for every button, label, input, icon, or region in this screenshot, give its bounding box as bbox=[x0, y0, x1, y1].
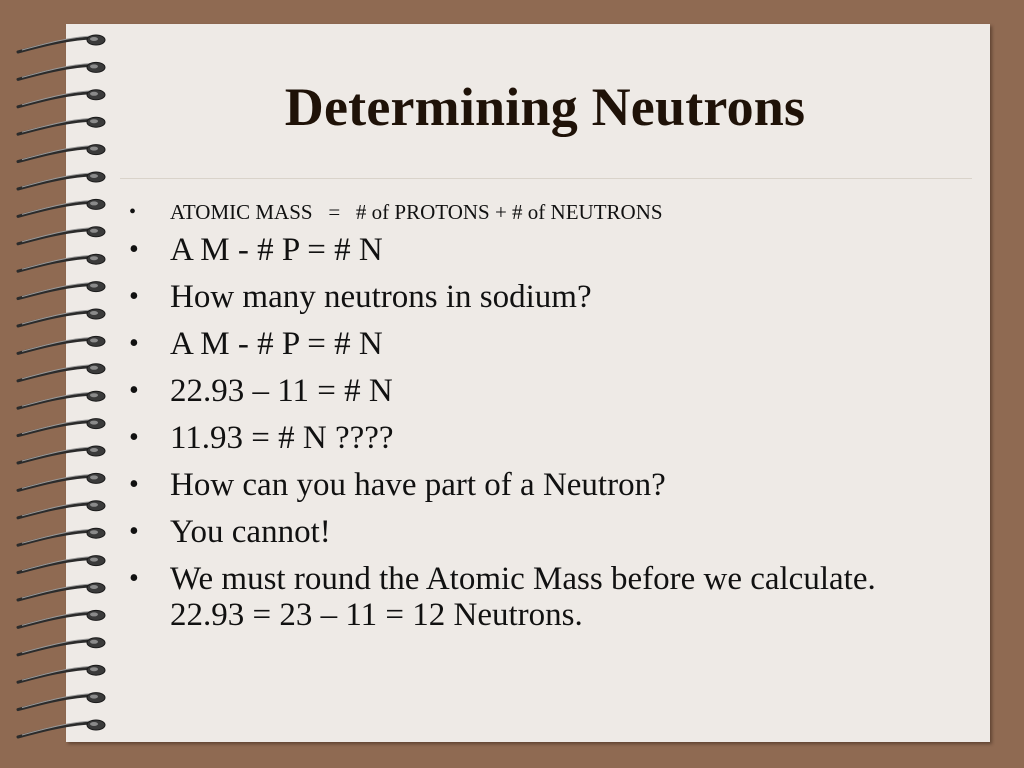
bullet-item bbox=[126, 232, 956, 268]
bullet-dot: • bbox=[129, 469, 139, 500]
spiral-ring bbox=[18, 227, 105, 244]
spiral-ring bbox=[18, 720, 105, 737]
bullet-item bbox=[126, 467, 956, 503]
bullet-dot: • bbox=[129, 422, 139, 453]
bullet-dot: • bbox=[129, 281, 139, 312]
bullet-dot: • bbox=[129, 234, 139, 265]
spiral-ring bbox=[18, 90, 105, 107]
bullet-dot: • bbox=[129, 375, 139, 406]
bullet-item bbox=[126, 561, 956, 633]
spiral-ring bbox=[18, 638, 105, 655]
spiral-binding-icon bbox=[0, 0, 140, 768]
bullet-item bbox=[126, 514, 956, 550]
bullet-list bbox=[126, 196, 956, 644]
spiral-ring bbox=[18, 62, 105, 79]
spiral-ring bbox=[18, 35, 105, 52]
bullet-item bbox=[126, 420, 956, 456]
spiral-ring bbox=[18, 254, 105, 271]
spiral-ring bbox=[18, 172, 105, 189]
bullet-text: 11.93 = # N ???? bbox=[170, 420, 394, 456]
spiral-ring bbox=[18, 528, 105, 545]
spiral-ring bbox=[18, 336, 105, 353]
spiral-ring bbox=[18, 501, 105, 518]
spiral-ring bbox=[18, 583, 105, 600]
bullet-dot: • bbox=[129, 201, 137, 223]
bullet-item bbox=[126, 326, 956, 362]
bullet-text: We must round the Atomic Mass before we calculate. 22.93 = 23 – 11 = 12 Neutrons. bbox=[170, 561, 876, 633]
spiral-ring bbox=[18, 199, 105, 216]
bullet-dot: • bbox=[129, 328, 139, 359]
spiral-ring bbox=[18, 693, 105, 710]
spiral-ring bbox=[18, 145, 105, 162]
slide-title: Determining Neutrons bbox=[284, 77, 806, 137]
bullet-text: A M - # P = # N bbox=[170, 326, 383, 362]
spiral-ring bbox=[18, 282, 105, 299]
bullet-item bbox=[126, 196, 956, 228]
spiral-ring bbox=[18, 665, 105, 682]
bullet-dot: • bbox=[129, 516, 139, 547]
bullet-item bbox=[126, 279, 956, 315]
bullet-text: 22.93 – 11 = # N bbox=[170, 373, 393, 409]
spiral-ring bbox=[18, 309, 105, 326]
bullet-text: A M - # P = # N bbox=[170, 232, 383, 268]
spiral-ring bbox=[18, 556, 105, 573]
bullet-text: ATOMIC MASS = # of PROTONS + # of NEUTRONS bbox=[170, 200, 663, 224]
bullet-dot: • bbox=[129, 563, 139, 594]
spiral-ring bbox=[18, 364, 105, 381]
bullet-text: How many neutrons in sodium? bbox=[170, 279, 592, 315]
spiral-ring bbox=[18, 610, 105, 627]
spiral-ring bbox=[18, 391, 105, 408]
bullet-text: How can you have part of a Neutron? bbox=[170, 467, 666, 503]
bullet-item bbox=[126, 373, 956, 409]
spiral-ring bbox=[18, 419, 105, 436]
title-divider bbox=[120, 178, 972, 179]
spiral-ring bbox=[18, 117, 105, 134]
spiral-ring bbox=[18, 446, 105, 463]
bullet-text: You cannot! bbox=[170, 514, 331, 550]
spiral-ring bbox=[18, 473, 105, 490]
